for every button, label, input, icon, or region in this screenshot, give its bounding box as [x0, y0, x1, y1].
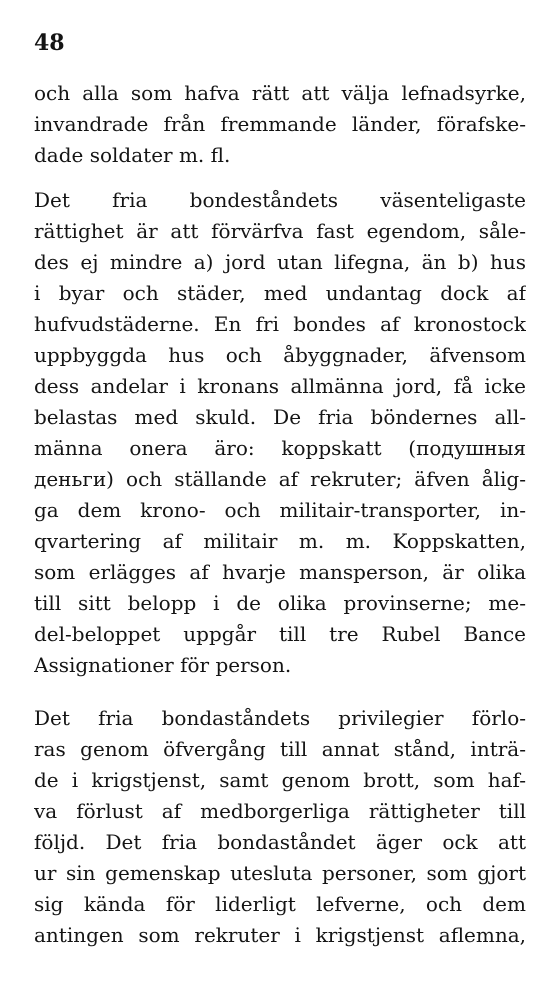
text-line: Det fria bondeståndets väsenteligaste — [34, 188, 526, 212]
text-line: hufvudstäderne. En fri bondes af kronostock — [34, 312, 526, 336]
text-line: antingen som rekruter i krigstjenst aflemna, — [34, 923, 526, 947]
text-line: och alla som hafva rätt att välja lefnadsyrke, — [34, 81, 526, 105]
text-line: va förlust af medborgerliga rättigheter till — [34, 799, 526, 823]
text-line: belastas med skuld. De fria böndernes all- — [34, 405, 526, 429]
text-line: männa onera äro: koppskatt (подушныя — [34, 436, 526, 460]
text-line: dess andelar i kronans allmänna jord, få icke — [34, 374, 526, 398]
text-line: de i krigstjenst, samt genom brott, som haf- — [34, 768, 526, 792]
text-line: dade soldater m. fl. — [34, 143, 231, 167]
paragraph-3 — [34, 703, 526, 951]
text-line: ur sin gemenskap utesluta personer, som gjort — [34, 861, 526, 885]
text-line: Det fria bondaståndets privilegier förlo- — [34, 706, 526, 730]
text-line: деньги) och ställande af rekruter; äfven ålig- — [34, 467, 526, 491]
paragraph-2 — [34, 185, 526, 681]
text-line: följd. Det fria bondaståndet äger ock att — [34, 830, 526, 854]
text-line: ras genom öfvergång till annat stånd, inträ- — [34, 737, 526, 761]
text-line: sig kända för liderligt lefverne, och dem — [34, 892, 526, 916]
text-line: som erlägges af hvarje mansperson, är olika — [34, 560, 526, 584]
text-line: invandrade från fremmande länder, förafske- — [34, 112, 526, 136]
text-line: uppbyggda hus och åbyggnader, äfvensom — [34, 343, 526, 367]
text-line: ga dem krono- och militair-transporter, in- — [34, 498, 526, 522]
page-number: 48 — [34, 30, 65, 56]
paragraph-1 — [34, 78, 526, 171]
text-line: des ej mindre a) jord utan lifegna, än b) hus — [34, 250, 526, 274]
text-line: del-beloppet uppgår till tre Rubel Bance — [34, 622, 526, 646]
text-line: till sitt belopp i de olika provinserne; me- — [34, 591, 526, 615]
text-line: Assignationer för person. — [34, 653, 292, 677]
text-line: qvartering af militair m. m. Koppskatten, — [34, 529, 526, 553]
text-line: i byar och städer, med undantag dock af — [34, 281, 526, 305]
text-line: rättighet är att förvärfva fast egendom, såle- — [34, 219, 526, 243]
